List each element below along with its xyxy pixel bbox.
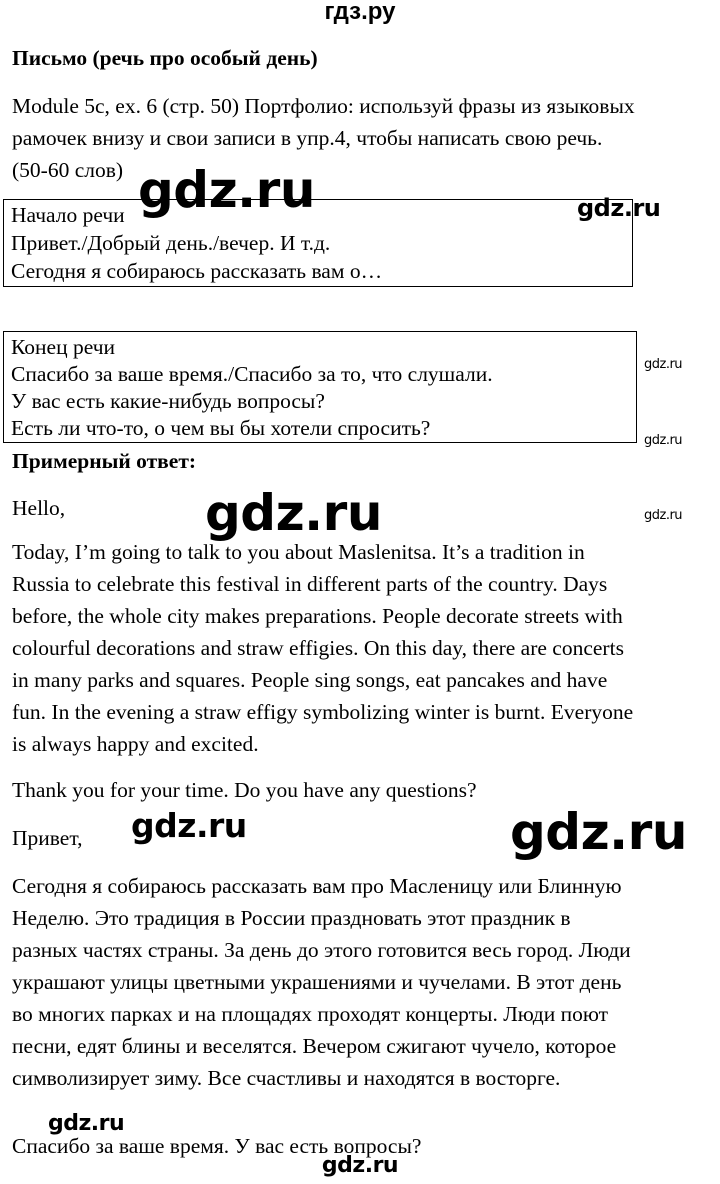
paragraph-line: before, the whole city makes preparations. People decorate streets with	[12, 604, 623, 628]
russian-body	[12, 870, 631, 1094]
watermark: gdz.ru	[205, 484, 382, 542]
phrase-box-start	[3, 199, 633, 287]
task-line: рамочек внизу и свои записи в упр.4, чтобы написать свою речь.	[12, 126, 603, 150]
paragraph-line: символизирует зиму. Все счастливы и находятся в восторге.	[12, 1066, 561, 1090]
box-heading: Начало речи	[11, 203, 125, 227]
paragraph-line: in many parks and squares. People sing songs, eat pancakes and have	[12, 668, 608, 692]
box-line: Сегодня я собираюсь рассказать вам о…	[11, 259, 383, 283]
watermark: gdz.ru	[644, 508, 683, 523]
russian-greeting: Привет,	[12, 826, 83, 850]
task-line: (50-60 слов)	[12, 158, 124, 182]
paragraph-line: Сегодня я собираюсь рассказать вам про Масленицу или Блинную	[12, 874, 622, 898]
paragraph-line: Today, I’m going to talk to you about Maslenitsa. It’s a tradition in	[12, 540, 585, 564]
box-line: У вас есть какие-нибудь вопросы?	[11, 389, 325, 413]
watermark: gdz.ru	[321, 1153, 399, 1178]
watermark: gdz.ru	[510, 803, 687, 861]
paragraph-line: Неделю. Это традиция в России праздновать этот праздник в	[12, 906, 571, 930]
watermark: gdz.ru	[577, 194, 661, 222]
watermark: gdz.ru	[48, 1111, 125, 1136]
watermark: gdz.ru	[644, 433, 683, 448]
box-line: Спасибо за ваше время./Спасибо за то, что слушали.	[11, 362, 493, 386]
site-header: гдз.ру	[324, 0, 396, 25]
watermark: gdz.ru	[131, 806, 247, 845]
box-line: Есть ли что-то, о чем вы бы хотели спросить?	[11, 416, 431, 440]
paragraph-line: Russia to celebrate this festival in different parts of the country. Days	[12, 572, 608, 596]
english-body	[12, 536, 633, 760]
paragraph-line: colourful decorations and straw effigies. On this day, there are concerts	[12, 636, 624, 660]
phrase-box-end	[3, 331, 637, 443]
task-description	[12, 90, 635, 186]
sample-answer-heading: Примерный ответ:	[12, 449, 197, 473]
paragraph-line: разных частях страны. За день до этого готовится весь город. Люди	[12, 938, 631, 962]
paragraph-line: во многих парках и на площадях проходят концерты. Люди поют	[12, 1002, 609, 1026]
box-heading: Конец речи	[11, 335, 116, 359]
task-line: Module 5c, ex. 6 (стр. 50) Портфолио: используй фразы из языковых	[12, 94, 635, 118]
page-title: Письмо (речь про особый день)	[12, 46, 318, 70]
paragraph-line: is always happy and excited.	[12, 732, 259, 756]
paragraph-line: песни, едят блины и веселятся. Вечером сжигают чучело, которое	[12, 1034, 617, 1058]
english-closing: Thank you for your time. Do you have any questions?	[12, 778, 477, 802]
paragraph-line: fun. In the evening a straw effigy symbolizing winter is burnt. Everyone	[12, 700, 634, 724]
box-line: Привет./Добрый день./вечер. И т.д.	[11, 231, 331, 255]
russian-closing: Спасибо за ваше время. У вас есть вопросы?	[12, 1134, 422, 1158]
paragraph-line: украшают улицы цветными украшениями и чучелами. В этот день	[12, 970, 622, 994]
watermark: gdz.ru	[138, 161, 315, 219]
watermark: gdz.ru	[644, 357, 683, 372]
english-greeting: Hello,	[12, 496, 66, 520]
